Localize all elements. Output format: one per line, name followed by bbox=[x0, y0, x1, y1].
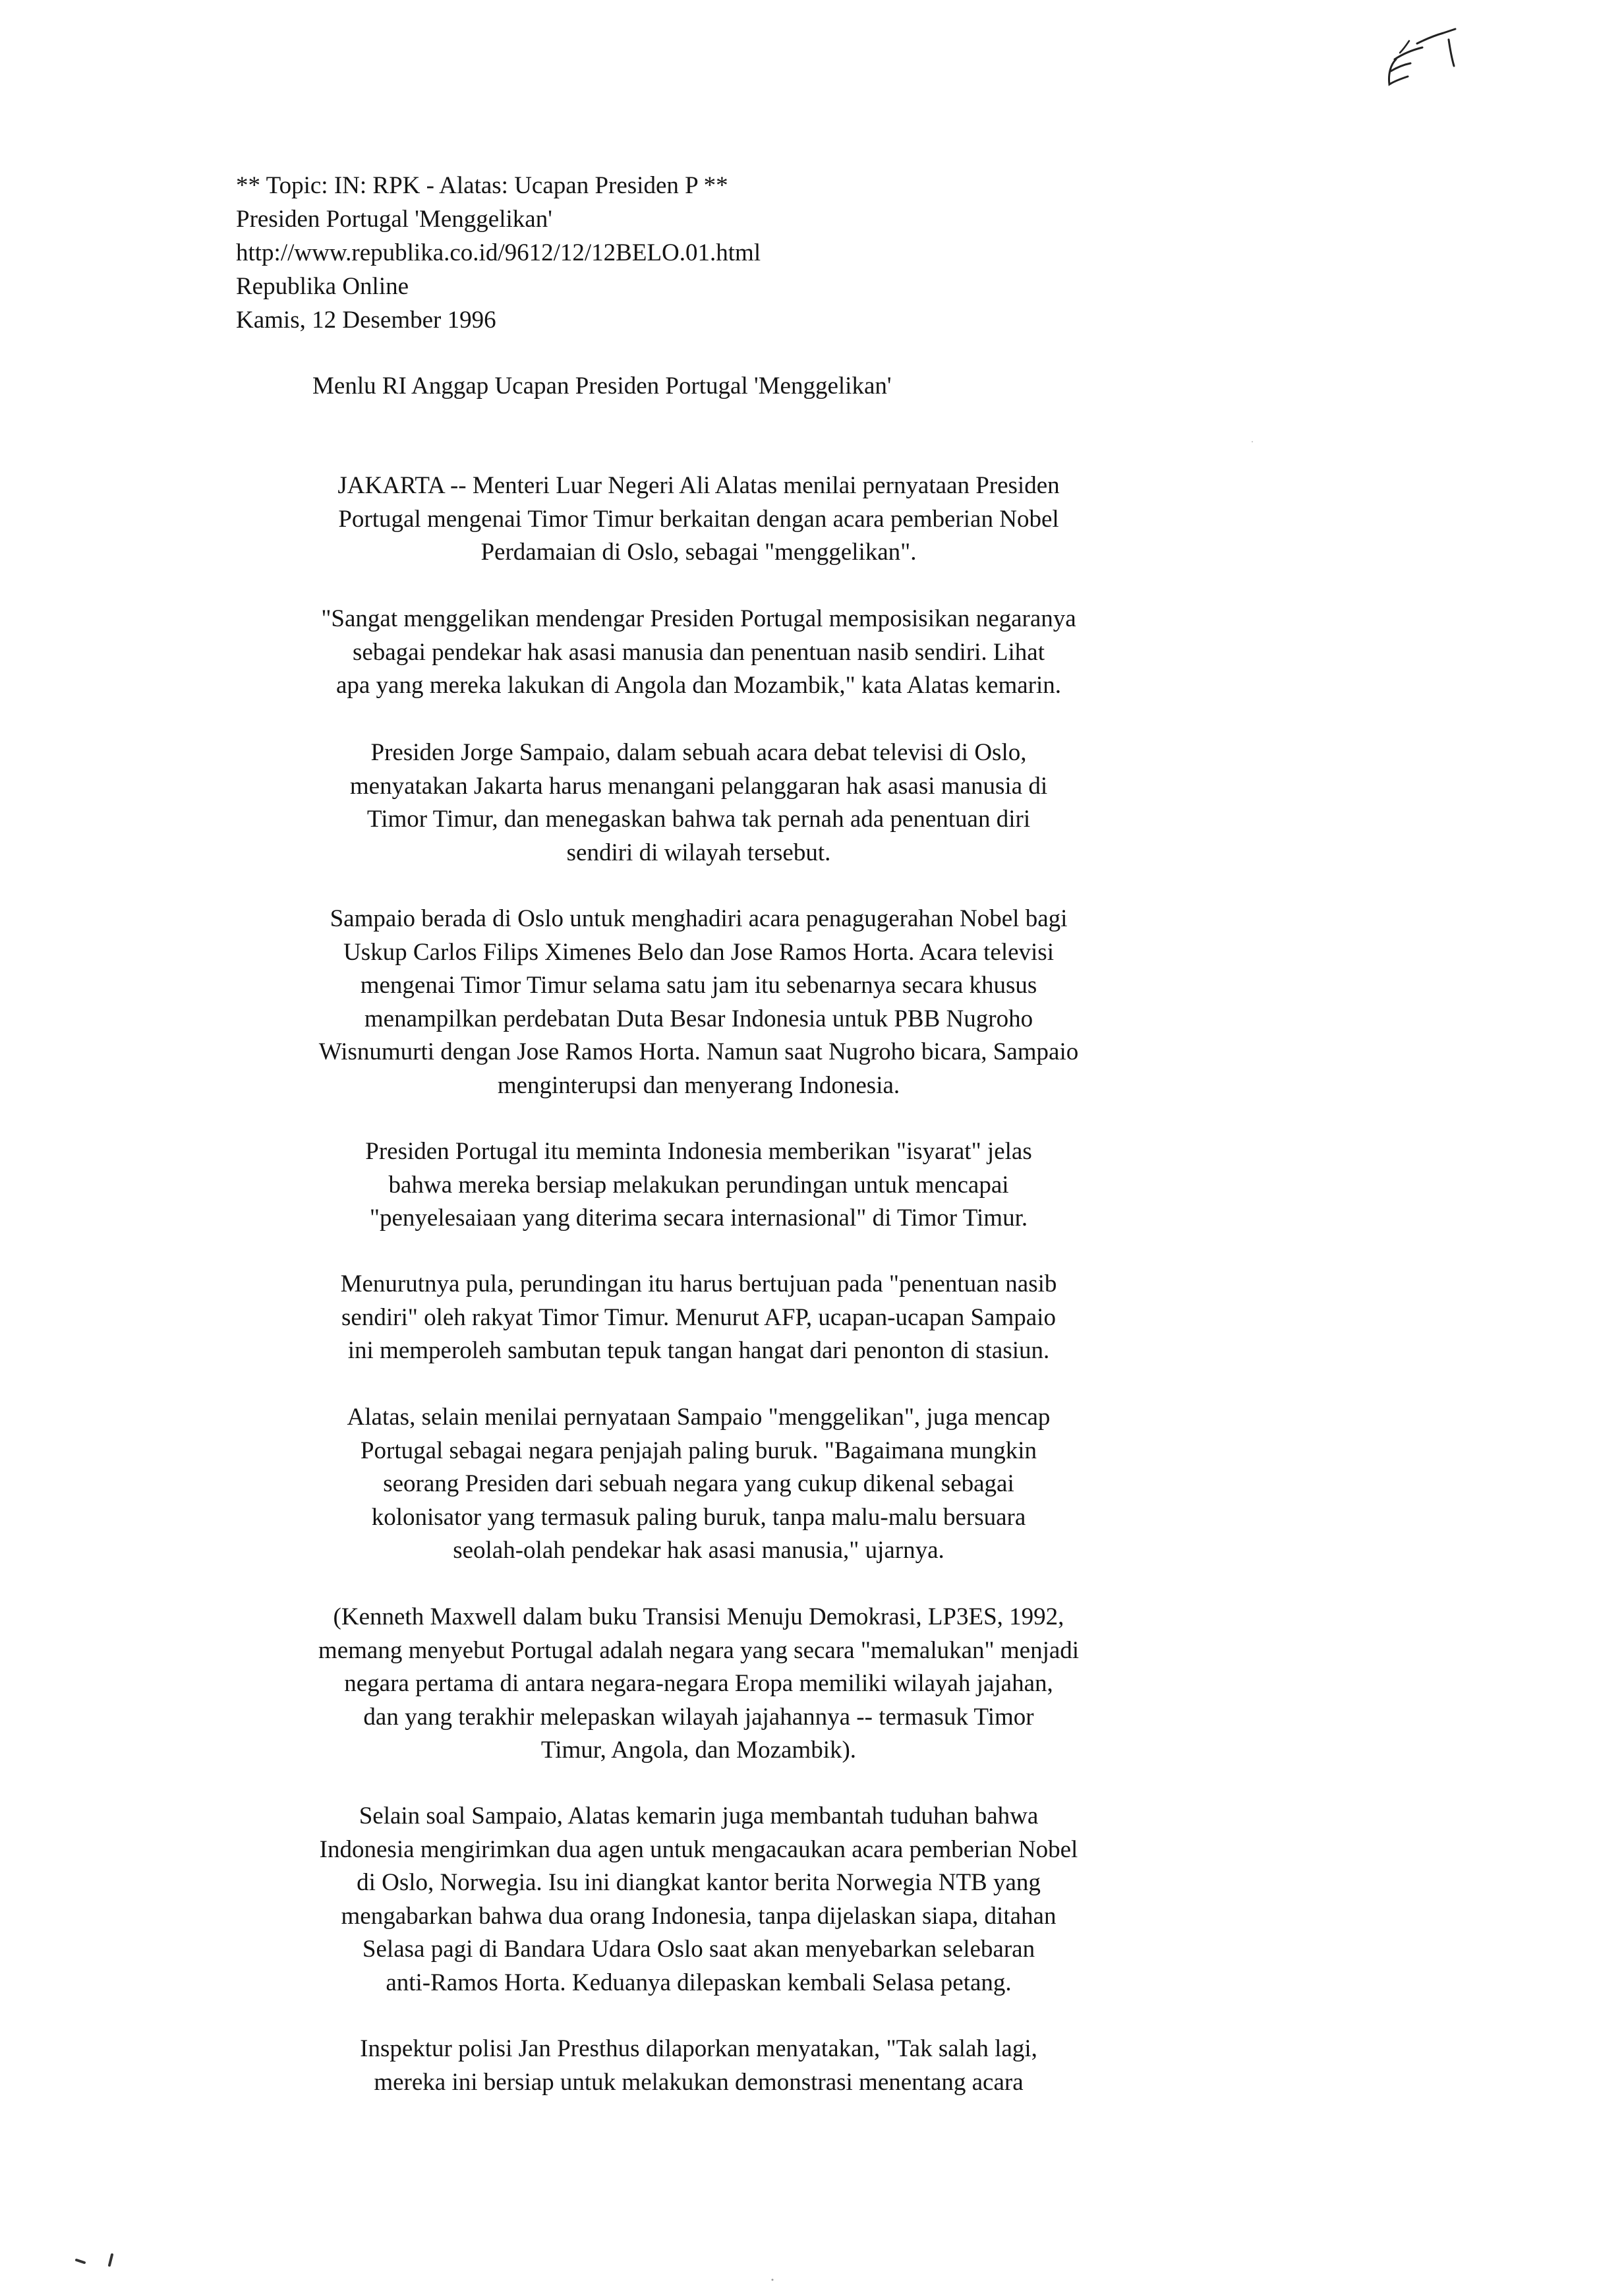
paragraph-4 bbox=[250, 903, 1147, 1102]
text-line: Portugal mengenai Timor Timur berkaitan dengan acara pemberian Nobel bbox=[338, 505, 1059, 533]
paragraph-9 bbox=[250, 1800, 1147, 2000]
url-line: http://www.republika.co.id/9612/12/12BELO.01.html bbox=[236, 239, 761, 266]
text-line: Timor Timur, dan menegaskan bahwa tak pernah ada penentuan diri bbox=[366, 806, 1031, 833]
text-line: mereka ini bersiap untuk melakukan demonstrasi menentang acara bbox=[374, 2068, 1024, 2096]
article-headline: Menlu RI Anggap Ucapan Presiden Portugal 'Menggelikan' bbox=[312, 372, 892, 400]
text-line: sebagai pendekar hak asasi manusia dan penentuan nasib sendiri. Lihat bbox=[352, 638, 1045, 666]
text-line: di Oslo, Norwegia. Isu ini diangkat kantor berita Norwegia NTB yang bbox=[357, 1869, 1041, 1896]
text-line: Perdamaian di Oslo, sebagai "menggelikan". bbox=[480, 539, 917, 566]
paragraph-10 bbox=[250, 2033, 1147, 2099]
text-line: JAKARTA -- Menteri Luar Negeri Ali Alatas menilai pernyataan Presiden bbox=[337, 472, 1060, 499]
text-line: mengenai Timor Timur selama satu jam itu sebenarnya secara khusus bbox=[360, 972, 1037, 999]
subject-line: Presiden Portugal 'Menggelikan' bbox=[236, 206, 552, 233]
text-line: Presiden Jorge Sampaio, dalam sebuah acara debat televisi di Oslo, bbox=[370, 739, 1027, 766]
text-line: Inspektur polisi Jan Presthus dilaporkan menyatakan, "Tak salah lagi, bbox=[360, 2035, 1037, 2062]
text-line: Presiden Portugal itu meminta Indonesia memberikan "isyarat" jelas bbox=[365, 1138, 1032, 1165]
text-line: sendiri di wilayah tersebut. bbox=[566, 839, 831, 866]
paragraph-1 bbox=[250, 469, 1147, 570]
text-line: menyatakan Jakarta harus menangani pelanggaran hak asasi manusia di bbox=[349, 772, 1048, 800]
text-line: (Kenneth Maxwell dalam buku Transisi Menuju Demokrasi, LP3ES, 1992, bbox=[333, 1603, 1064, 1630]
paragraph-2 bbox=[250, 603, 1147, 703]
topic-line: ** Topic: IN: RPK - Alatas: Ucapan Presiden P ** bbox=[236, 172, 728, 199]
text-line: Selain soal Sampaio, Alatas kemarin juga membantah tuduhan bahwa bbox=[359, 1802, 1039, 1829]
paragraph-3 bbox=[250, 736, 1147, 870]
text-line: apa yang mereka lakukan di Angola dan Mozambik," kata Alatas kemarin. bbox=[335, 672, 1062, 699]
text-line: "Sangat menggelikan mendengar Presiden Portugal memposisikan negaranya bbox=[321, 605, 1076, 632]
text-line: negara pertama di antara negara-negara Eropa memiliki wilayah jajahan, bbox=[344, 1670, 1053, 1697]
text-line: menampilkan perdebatan Duta Besar Indonesia untuk PBB Nugroho bbox=[364, 1005, 1033, 1032]
text-line: Alatas, selain menilai pernyataan Sampaio "menggelikan", juga mencap bbox=[347, 1404, 1051, 1431]
text-line: Sampaio berada di Oslo untuk menghadiri acara penagugerahan Nobel bagi bbox=[330, 905, 1068, 932]
paragraph-6 bbox=[250, 1268, 1147, 1368]
text-line: mengabarkan bahwa dua orang Indonesia, tanpa dijelaskan siapa, ditahan bbox=[341, 1902, 1057, 1930]
text-line: kolonisator yang termasuk paling buruk, tanpa malu-malu bersuara bbox=[371, 1503, 1026, 1531]
text-line: Uskup Carlos Filips Ximenes Belo dan Jose Ramos Horta. Acara televisi bbox=[343, 938, 1054, 966]
paragraph-8 bbox=[250, 1601, 1147, 1768]
paragraph-7 bbox=[250, 1401, 1147, 1568]
document-header bbox=[236, 169, 761, 337]
text-line: Selasa pagi di Bandara Udara Oslo saat akan menyebarkan selebaran bbox=[362, 1936, 1035, 1963]
text-line: sendiri" oleh rakyat Timor Timur. Menurut AFP, ucapan-ucapan Sampaio bbox=[341, 1303, 1056, 1331]
text-line: Portugal sebagai negara penjajah paling buruk. "Bagaimana mungkin bbox=[360, 1437, 1037, 1464]
paragraph-5 bbox=[250, 1135, 1147, 1235]
text-line: Timur, Angola, dan Mozambik). bbox=[540, 1737, 857, 1764]
text-line: Wisnumurti dengan Jose Ramos Horta. Namun saat Nugroho bicara, Sampaio bbox=[318, 1038, 1079, 1065]
text-line: "penyelesaiaan yang diterima secara internasional" di Timor Timur. bbox=[369, 1204, 1028, 1232]
text-line: seolah-olah pendekar hak asasi manusia," ujarnya. bbox=[453, 1537, 944, 1564]
source-line: Republika Online bbox=[236, 273, 409, 300]
text-line: ini memperoleh sambutan tepuk tangan hangat dari penonton di stasiun. bbox=[347, 1337, 1050, 1364]
date-line: Kamis, 12 Desember 1996 bbox=[236, 307, 496, 334]
text-line: seorang Presiden dari sebuah negara yang cukup dikenal sebagai bbox=[383, 1470, 1014, 1497]
text-line: Menurutnya pula, perundingan itu harus bertujuan pada "penentuan nasib bbox=[340, 1270, 1057, 1297]
text-line: dan yang terakhir melepaskan wilayah jajahannya -- termasuk Timor bbox=[363, 1703, 1034, 1731]
text-line: Indonesia mengirimkan dua agen untuk mengacaukan acara pemberian Nobel bbox=[319, 1835, 1078, 1863]
text-line: bahwa mereka bersiap melakukan perundingan untuk mencapai bbox=[388, 1171, 1009, 1199]
handwritten-mark bbox=[1371, 13, 1476, 112]
text-line: memang menyebut Portugal adalah negara yang secara "memalukan" menjadi bbox=[318, 1636, 1080, 1664]
text-line: menginterupsi dan menyerang Indonesia. bbox=[497, 1071, 900, 1099]
text-line: anti-Ramos Horta. Keduanya dilepaskan kembali Selasa petang. bbox=[386, 1969, 1012, 1996]
